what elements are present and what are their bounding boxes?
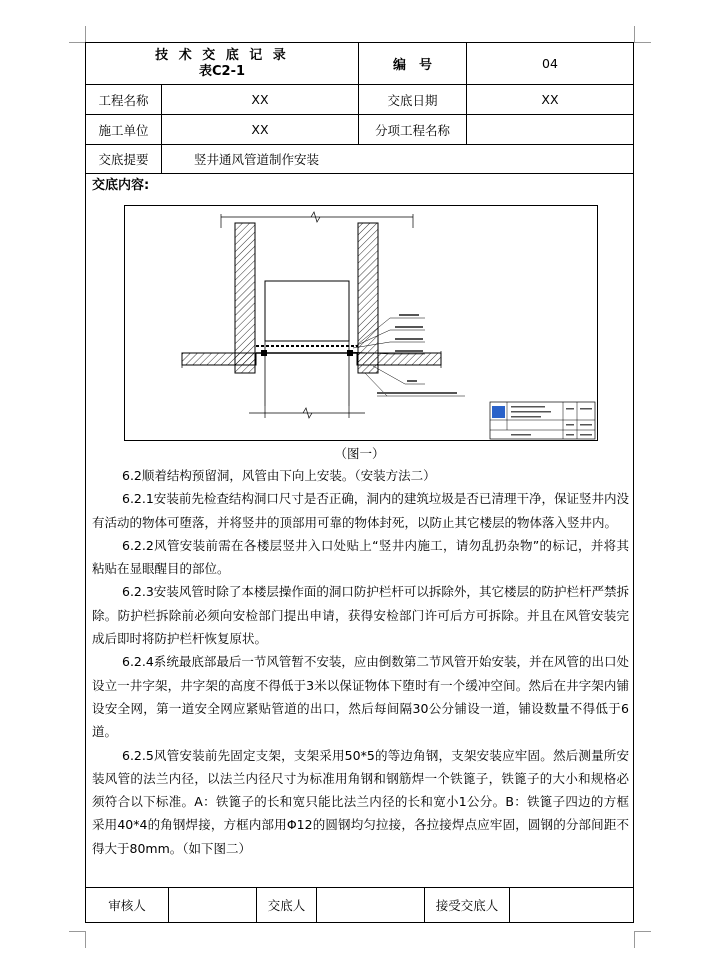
content-label: 交底内容:: [92, 178, 150, 193]
project-name-label: 工程名称: [98, 92, 149, 108]
summary-row: [86, 145, 633, 174]
subproject-label: 分项工程名称: [358, 115, 466, 144]
summary-label: 交底提要: [98, 152, 149, 167]
reviewer-label: 审核人: [108, 898, 146, 913]
crop-mark-bottom-left: [69, 931, 86, 948]
figure-one-drawing: [124, 205, 598, 441]
header-row: [86, 43, 633, 85]
form-title: [86, 43, 358, 84]
drawing-title-block: [490, 402, 595, 439]
date-value: XX: [466, 85, 633, 114]
disclosure-content: [86, 174, 633, 887]
shaft-section-drawing: [125, 206, 597, 440]
presenter-signature: [316, 888, 424, 922]
subproject-value: [466, 115, 633, 144]
paragraph: 6.2.2风管安装前需在各楼层竖井入口处贴上“竖井内施工，请勿乱扔杂物”的标记，并将其粘贴在显眼醒目的部位。: [92, 537, 629, 577]
signature-row: [86, 887, 633, 922]
disclosure-body-text: [92, 464, 629, 860]
receiver-label: 接受交底人: [424, 888, 509, 922]
presenter-label: 交底人: [256, 888, 316, 922]
crop-mark-bottom-right: [634, 931, 651, 948]
project-name-row: [86, 85, 633, 115]
contractor-label: 施工单位: [98, 122, 149, 138]
contractor-value: XX: [161, 115, 358, 144]
contractor-row: [86, 115, 633, 145]
date-label: 交底日期: [358, 85, 466, 114]
paragraph: 6.2.4系统最底部最后一节风管暂不安装，应由倒数第二节风管开始安装，并在风管的出口处设立一井字架，井字架的高度不得低于3米以保证物体下堕时有一个缓冲空间。然后在井字架内铺设安全网，第一道安全网应紧贴管道的出口，然后每间隔30公分铺设一道，铺设数量不得低于6道。: [92, 654, 629, 740]
reviewer-signature: [168, 888, 256, 922]
receiver-signature: [509, 888, 633, 922]
crop-mark-top-right: [634, 26, 651, 43]
form-title-line2: 表C2-1: [198, 63, 246, 79]
technical-disclosure-form: [85, 42, 634, 923]
paragraph: 6.2顺着结构预留洞，风管由下向上安装。（安装方法二）: [122, 468, 436, 483]
crop-mark-top-left: [69, 26, 86, 43]
project-name-value: XX: [161, 85, 358, 114]
summary-value: 竖井通风管道制作安装: [161, 145, 633, 173]
paragraph: 6.2.3安装风管时除了本楼层操作面的洞口防护栏杆可以拆除外，其它楼层的防护栏杆严禁拆除。防护栏拆除前必须向安检部门提出申请，获得安检部门许可后方可拆除。并且在风管安装完成后即时将防护栏杆恢复原状。: [92, 584, 629, 647]
form-title-line1: 技 术 交 底 记 录: [155, 47, 289, 63]
figure-caption: （图一）: [334, 446, 385, 461]
paragraph: 6.2.1安装前先检查结构洞口尺寸是否正确，洞内的建筑垃圾是否已清理干净，保证竖井内没有活动的物体可堕落，并将竖井的顶部用可靠的物体封死，以防止其它楼层的物体落入竖井内。: [92, 491, 629, 530]
paragraph: 6.2.5风管安装前先固定支架，支架采用50*5的等边角钢，支架安装应牢固。然后测量所安装风管的法兰内径，以法兰内径尺寸为标准用角钢和钢筋焊一个铁篦子，铁篦子的大小和规格必须符合以下标准。A：铁篦子的长和宽只能比法兰内径的长和宽小1公分。B：铁篦子四边的方框采用40*4的角钢焊接，方框内部用Φ12的圆钢均匀拉接，各拉接焊点应牢固，圆钢的分部间距不得大于80mm。（如下图二）: [92, 747, 629, 856]
number-value: 04: [466, 43, 633, 84]
number-label: 编 号: [358, 43, 466, 84]
